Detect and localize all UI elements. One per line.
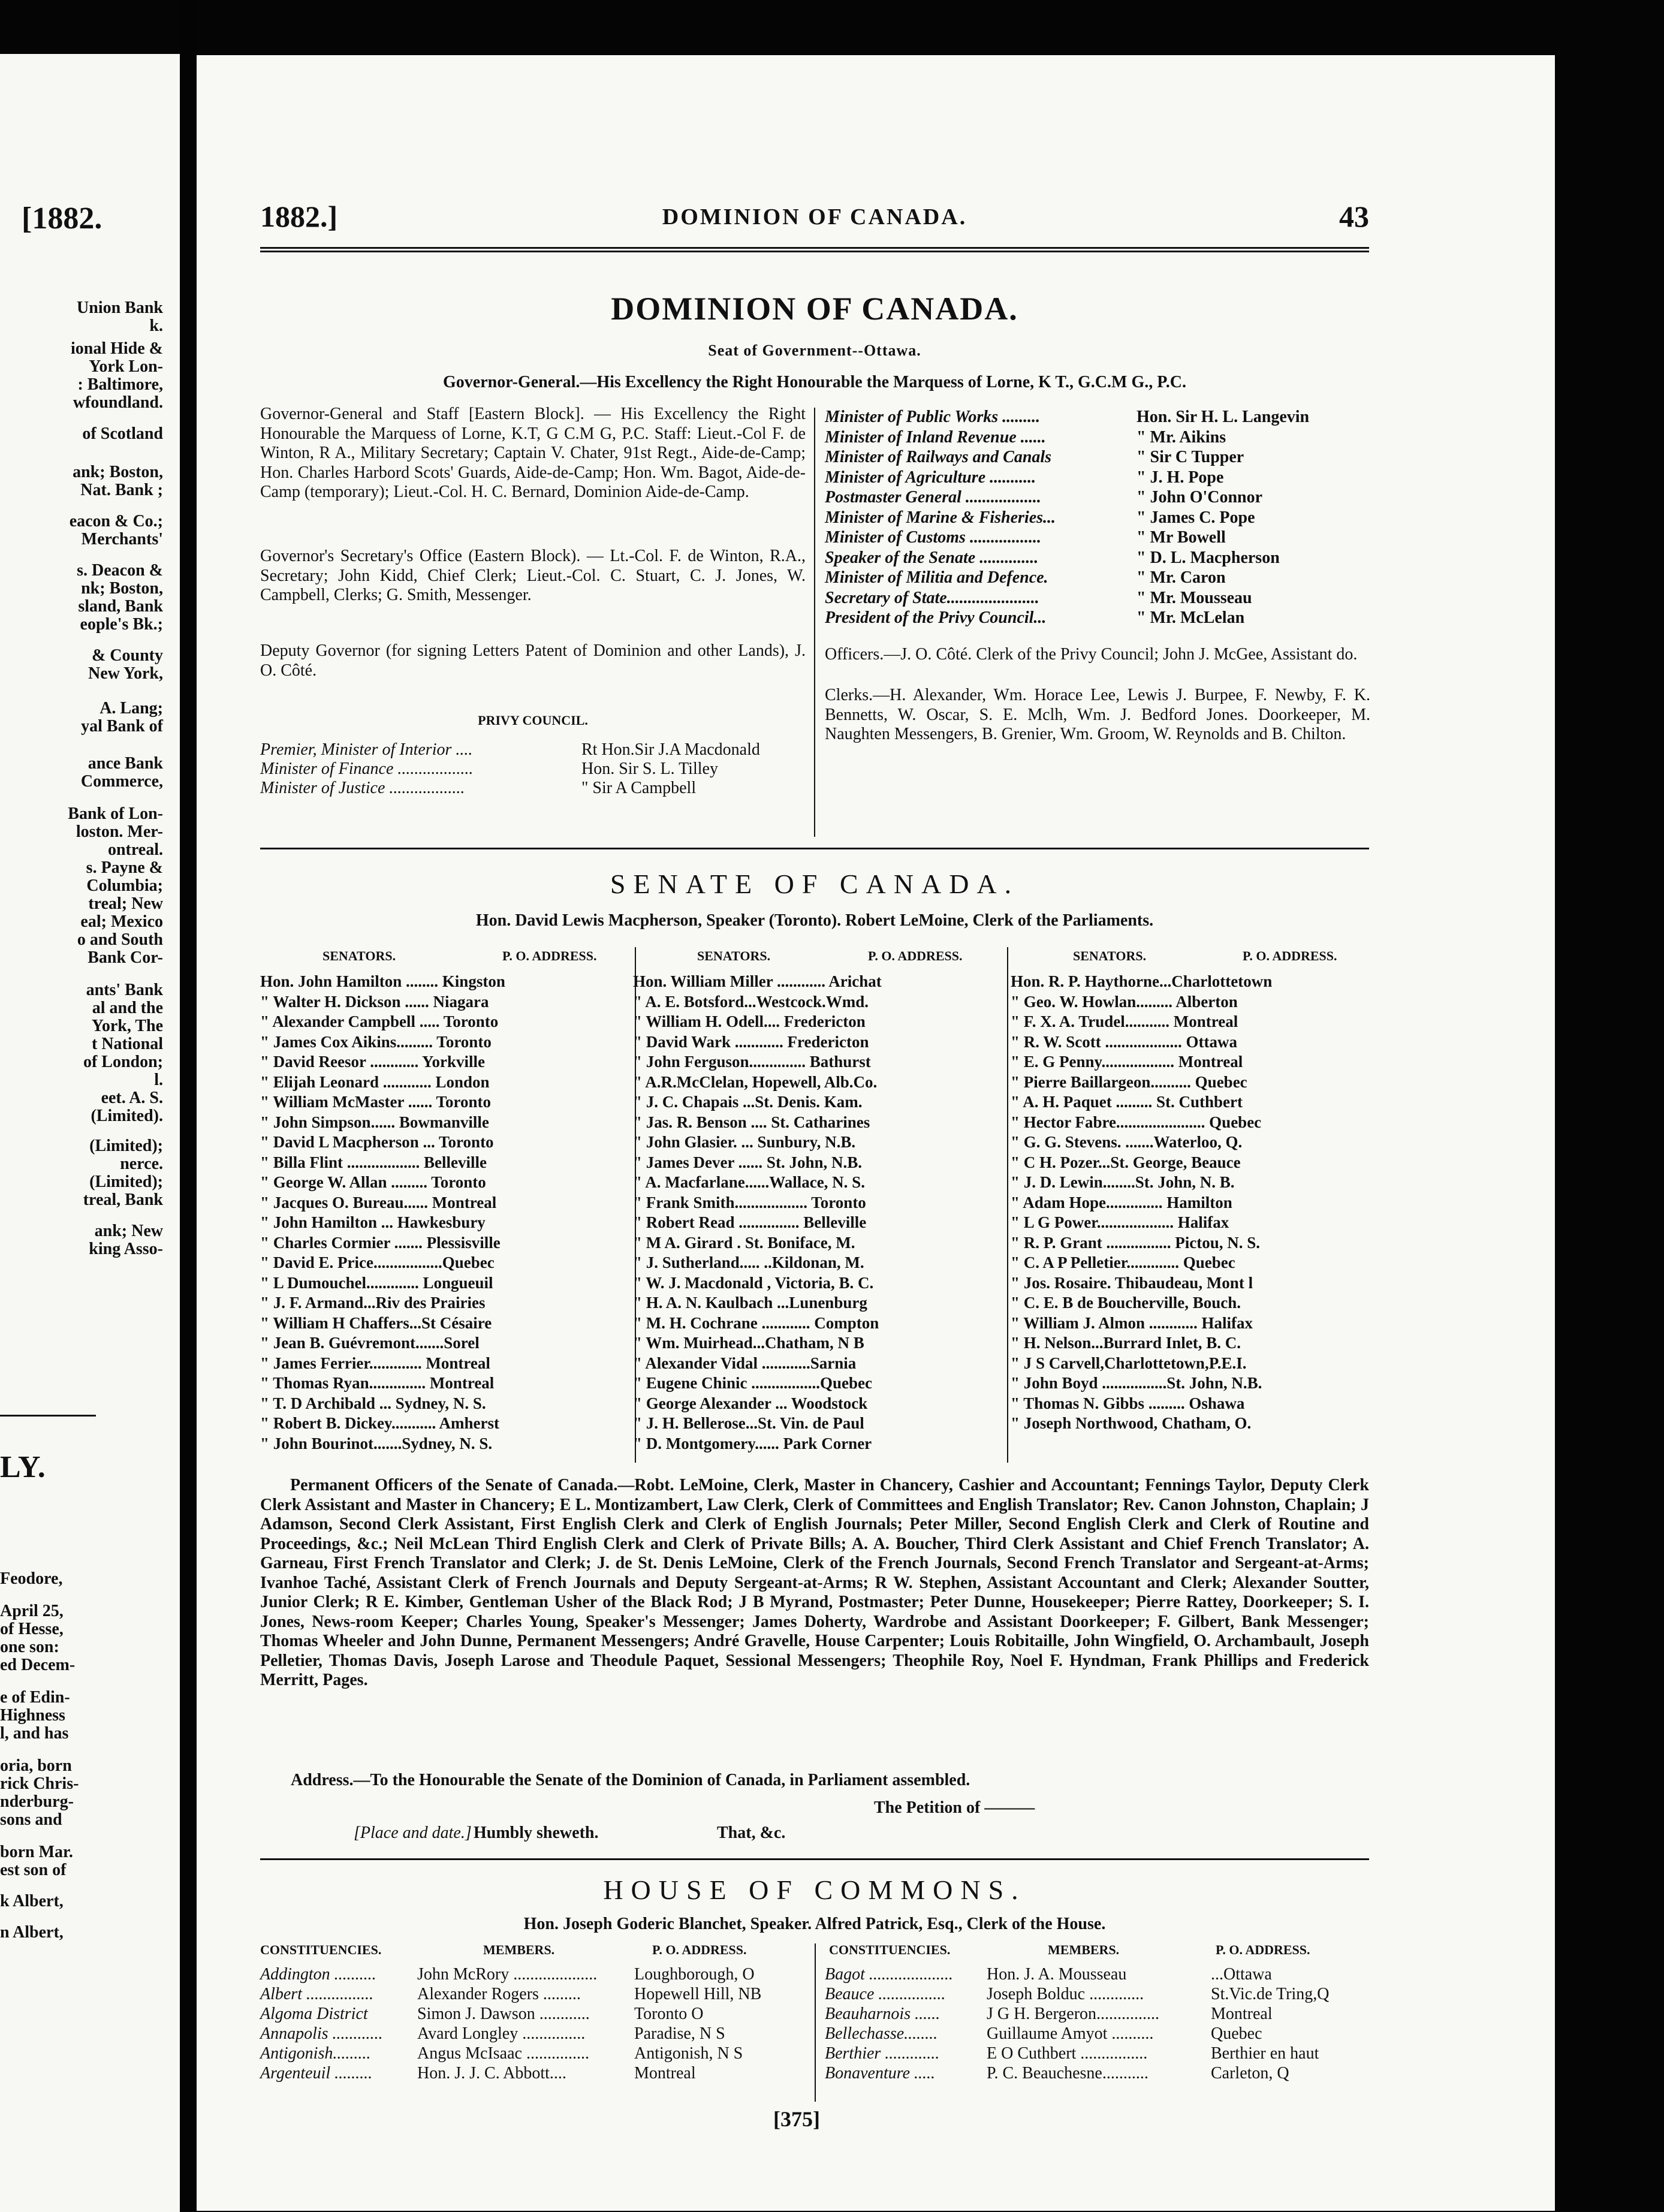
running-header <box>260 199 1369 241</box>
previous-page-line: Highness <box>0 1706 65 1725</box>
privy-council-office: Minister of Justice .................. <box>260 779 465 797</box>
senator-entry: " William H Chaffers...St Césaire <box>260 1313 492 1332</box>
senate-heading-senators: SENATORS. <box>322 948 396 963</box>
senator-entry: " Geo. W. Howlan......... Alberton <box>1011 992 1238 1011</box>
senator-entry: " John Glasier. ... Sunbury, N.B. <box>633 1133 856 1151</box>
page-number: 43 <box>1339 200 1369 233</box>
deputy-governor: Deputy Governor (for signing Letters Patent of Dominion and other Lands), J. O. Côté. <box>260 641 806 680</box>
previous-page-line: (Limited); <box>89 1173 163 1191</box>
senator-entry: " R. W. Scott ................... Ottawa <box>1011 1032 1237 1051</box>
constituency: Albert ................ <box>260 1985 373 2003</box>
member-address: Montreal <box>634 2064 696 2083</box>
senator-entry: " Alexander Vidal ............Sarnia <box>633 1354 857 1372</box>
previous-page-line: king Asso- <box>89 1240 163 1258</box>
senator-entry: " Hector Fabre...................... Quebec <box>1011 1113 1262 1131</box>
constituency: Argenteuil ......... <box>260 2064 373 2083</box>
previous-page-line: York Lon- <box>89 357 163 376</box>
member: Angus McIsaac ............... <box>417 2044 589 2063</box>
senator-entry: " Robert B. Dickey........... Amherst <box>260 1414 499 1432</box>
senator-entry: " C H. Pozer...St. George, Beauce <box>1011 1153 1241 1171</box>
senator-entry: " J. C. Chapais ...St. Denis. Kam. <box>633 1093 863 1111</box>
previous-page-line: April 25, <box>0 1602 64 1620</box>
commons-heading-members: MEMBERS. <box>483 1942 555 1957</box>
previous-page-line: l. <box>154 1071 163 1089</box>
senate-heading-senators: SENATORS. <box>1073 948 1147 963</box>
senator-entry: " John Ferguson.............. Bathurst <box>633 1053 871 1071</box>
minister-name: " Mr Bowell <box>1137 528 1226 547</box>
constituency: Algoma District <box>260 2005 368 2023</box>
minister-office: Postmaster General .................. <box>825 488 1041 507</box>
minister-office: Speaker of the Senate .............. <box>825 548 1039 567</box>
previous-page-line: al and the <box>92 999 163 1017</box>
previous-page-line: Bank of Lon- <box>68 804 163 823</box>
previous-page-line: n Albert, <box>0 1923 64 1942</box>
previous-page-header: [1882. <box>22 201 103 236</box>
officers: Officers.—J. O. Côté. Clerk of the Privy Council; John J. McGee, Assistant do. <box>825 645 1358 664</box>
senator-entry: " Robert Read ............... Belleville <box>633 1213 867 1231</box>
governor-general-line: Governor-General.—His Excellency the Right Honourable the Marquess of Lorne, K T., G.C.M G., P.C. <box>443 373 1186 391</box>
member: J G H. Bergeron............... <box>987 2005 1160 2023</box>
book-gutter <box>180 0 197 2211</box>
member-address: Toronto O <box>634 2005 704 2023</box>
senator-entry: " H. Nelson...Burrard Inlet, B. C. <box>1011 1334 1241 1352</box>
senator-entry: " William McMaster ...... Toronto <box>260 1093 491 1111</box>
minister-name: Hon. Sir H. L. Langevin <box>1137 408 1310 426</box>
senator-entry: " George Alexander ... Woodstock <box>633 1394 868 1412</box>
senator-entry: " C. E. B de Boucherville, Bouch. <box>1011 1294 1241 1312</box>
previous-page-line: s. Payne & <box>86 858 163 877</box>
clerks: Clerks.—H. Alexander, Wm. Horace Lee, Lewis J. Burpee, F. Newby, F. K. Bennetts, W. Oscar, S. E. Mclh, Wm. J. Bedford Jones. Doorkeeper, M. Naughten Messengers, B. Grenier, Wm. Groom, W. Reynolds and B. Chilton. <box>825 686 1370 743</box>
permanent-officers: Permanent Officers of the Senate of Canada.—Robt. LeMoine, Clerk, Master in Chancery, Cashier and Accountant; Fennings Taylor, Deputy Clerk Clerk Assistant and Master in Chancery; E L. Montizambert, Law Clerk, Clerk of Committees and English Translator; Rev. Canon Johnston, Chaplain; J Adamson, Second Clerk Assistant, First English Clerk and Clerk of English Journals; Peter Miller, Second English Clerk and Clerk of Routine and Proceedings, &c.; Neil McLean Third English Clerk and Clerk of Private Bills; A. A. Boucher, Third Clerk Assistant and Chief French Translator; A. Garneau, First French Translator and Clerk; J. de St. Denis LeMoine, Clerk of the French Journals, Second French Translator and Sergeant-at-Arms; Ivanhoe Taché, Assistant Clerk of French Journals and Deputy Sergeant-at-Arms; R W. Stephen, Assistant Accountant and Clerk; Alexander Soutter, Junior Clerk; R E. Kimber, Gentleman Usher of the Black Rod; J B Myrand, Postmaster; Peter Dunne, Housekeeper; Pierre Rattey, Doorkeeper; S. I. Jones, News-room Keeper; Charles Young, Speaker's Messenger; James Doherty, Wardrobe and Assistant Doorkeeper; F. Gilbert, Bank Messenger; Thomas Wheeler and John Dunne, Permanent Messengers; André Gravelle, House Carpenter; Louis Robitaille, John Wingfield, O. Archambault, Joseph Pelletier, Thomas Davis, Joseph Larose and Theodule Paquet, Sessional Messengers; Theophile Roy, Noel F. Hyndman, Frank Phillips and Frederick Merritt, Pages. <box>260 1476 1369 1689</box>
commons-heading-constituencies: CONSTITUENCIES. <box>260 1942 382 1957</box>
senator-entry: " James Dever ...... St. John, N.B. <box>633 1153 862 1171</box>
senator-entry: Hon. William Miller ............ Arichat <box>633 972 882 990</box>
minister-office: Minister of Inland Revenue ...... <box>825 427 1046 447</box>
senator-entry: " C. A P Pelletier............. Quebec <box>1011 1253 1235 1271</box>
senator-entry: " R. P. Grant ................ Pictou, N. S. <box>1011 1233 1260 1252</box>
senator-entry: " John Boyd ................St. John, N.B. <box>1011 1374 1262 1392</box>
petition-line: The Petition of ——— <box>874 1798 1035 1817</box>
constituency: Beauharnois ...... <box>825 2005 940 2023</box>
senator-entry: " Jas. R. Benson .... St. Catharines <box>633 1113 870 1131</box>
previous-page-line: Feodore, <box>0 1569 63 1588</box>
previous-page-line: of Scotland <box>82 424 163 443</box>
senator-entry: " A. Macfarlane......Wallace, N. S. <box>633 1173 865 1191</box>
commons-divider <box>815 1943 816 2102</box>
member-address: Paradise, N S <box>634 2024 725 2043</box>
senate-divider-1 <box>635 947 636 1463</box>
member: E O Cuthbert ................ <box>987 2044 1148 2063</box>
senator-entry: " Pierre Baillargeon.......... Quebec <box>1011 1072 1247 1091</box>
previous-page-line: ants' Bank <box>86 981 163 999</box>
header-rule-2 <box>260 251 1369 252</box>
previous-page-line: one son: <box>0 1638 59 1656</box>
member: Hon. J. A. Mousseau <box>987 1965 1127 1984</box>
minister-name: " J. H. Pope <box>1137 468 1224 487</box>
previous-page-line: Columbia; <box>86 876 163 895</box>
constituency: Berthier ............. <box>825 2044 940 2063</box>
senate-speaker-line: Hon. David Lewis Macpherson, Speaker (Toronto). Robert LeMoine, Clerk of the Parliaments. <box>475 911 1154 930</box>
senator-entry: " A. E. Botsford...Westcock.Wmd. <box>633 992 869 1011</box>
senator-entry: " Jos. Rosaire. Thibaudeau, Mont l <box>1011 1273 1253 1292</box>
previous-page-line: (Limited). <box>91 1107 163 1125</box>
commons-speaker-line: Hon. Joseph Goderic Blanchet, Speaker. Alfred Patrick, Esq., Clerk of the House. <box>523 1915 1106 1933</box>
previous-page-line: est son of <box>0 1861 67 1879</box>
previous-page-line: eacon & Co.; <box>69 512 163 531</box>
previous-page-line: & County <box>91 646 163 665</box>
senator-entry: " Frank Smith.................. Toronto <box>633 1193 866 1212</box>
constituency: Addington .......... <box>260 1965 376 1984</box>
member-address: Hopewell Hill, NB <box>634 1985 762 2003</box>
previous-page-line: sons and <box>0 1810 62 1829</box>
senate-heading-address: P. O. ADDRESS. <box>1243 948 1337 963</box>
senate-address: Address.—To the Honourable the Senate of the Dominion of Canada, in Parliament assembled. <box>291 1771 970 1789</box>
previous-page-rule <box>0 1415 96 1417</box>
commons-title: HOUSE OF COMMONS. <box>603 1875 1026 1905</box>
previous-page-line: oria, born <box>0 1756 72 1775</box>
commons-heading-constituencies: CONSTITUENCIES. <box>829 1942 951 1957</box>
member: Guillaume Amyot .......... <box>987 2024 1154 2043</box>
previous-page-line: k. <box>149 317 163 335</box>
senator-entry: " Wm. Muirhead...Chatham, N B <box>633 1334 864 1352</box>
minister-name: " Mr. Caron <box>1137 568 1226 587</box>
senator-entry: " L Dumouchel............. Longueuil <box>260 1273 493 1292</box>
minister-name: " John O'Connor <box>1137 488 1263 507</box>
member: Joseph Bolduc ............. <box>987 1985 1144 2003</box>
minister-name: " Mr. McLelan <box>1137 608 1245 627</box>
previous-page-line: s. Deacon & <box>77 561 163 580</box>
minister-name: " Mr. Aikins <box>1137 427 1226 447</box>
minister-office: Minister of Public Works ......... <box>825 408 1041 426</box>
senate-title: SENATE OF CANADA. <box>610 869 1020 899</box>
senator-entry: " D. Montgomery...... Park Corner <box>633 1434 872 1452</box>
header-title: DOMINION OF CANADA. <box>662 204 967 230</box>
senator-entry: " John Hamilton ... Hawkesbury <box>260 1213 486 1231</box>
senator-entry: " Thomas N. Gibbs ......... Oshawa <box>1011 1394 1245 1412</box>
previous-page-line: born Mar. <box>0 1843 73 1861</box>
privy-council-member: " Sir A Campbell <box>581 779 697 797</box>
senator-entry: " Alexander Campbell ..... Toronto <box>260 1012 499 1030</box>
governors-secretary-office: Governor's Secretary's Office (Eastern Block). — Lt.-Col. F. de Winton, R.A., Secretary; John Kidd, Chief Clerk; Lieut.-Col. C. Stuart, C. J. Jones, W. Campbell, Clerks; G. Smith, Messenger. <box>260 547 806 604</box>
commons-heading-address: P. O. ADDRESS. <box>652 1942 747 1957</box>
privy-council-member: Rt Hon.Sir J.A Macdonald <box>581 740 760 759</box>
previous-page-line: Union Bank <box>77 299 163 317</box>
commons-rule <box>260 1858 1369 1860</box>
minister-office: Secretary of State...................... <box>825 588 1039 607</box>
member-address: Antigonish, N S <box>634 2044 743 2063</box>
privy-council-office: Minister of Finance .................. <box>260 760 474 778</box>
minister-office: Minister of Railways and Canals <box>825 448 1052 466</box>
senator-entry: " James Ferrier............. Montreal <box>260 1354 490 1372</box>
senator-entry: " George W. Allan ......... Toronto <box>260 1173 486 1191</box>
senator-entry: " Jean B. Guévremont.......Sorel <box>260 1334 480 1352</box>
senate-heading-address: P. O. ADDRESS. <box>502 948 597 963</box>
previous-page-line: of Hesse, <box>0 1620 64 1638</box>
previous-page-line: e of Edin- <box>0 1688 70 1707</box>
constituency: Annapolis ............ <box>260 2024 383 2043</box>
previous-page-line: eople's Bk.; <box>80 615 163 634</box>
previous-page-line: Commerce, <box>80 772 163 791</box>
previous-page-line: Nat. Bank ; <box>80 481 163 499</box>
member: Simon J. Dawson ............ <box>417 2005 590 2023</box>
senator-entry: " J. Sutherland..... ..Kildonan, M. <box>633 1253 864 1271</box>
governor-general-staff: Governor-General and Staff [Eastern Block]. — His Excellency the Right Honourable the Marquess of Lorne, K.T, G C.M G, P.C. Staff: Lieut.-Col F. de Winton, R A., Military Secretary; Captain V. Chater, 91st Regt., Aide-de-Camp; Hon. Charles Harbord Scots' Guards, Aide-de-Camp; Hon. Wm. Bagot, Aide-de-Camp (temporary); Lieut.-Col. H. C. Bernard, Dominion Aide-de-Camp. <box>260 405 806 501</box>
senator-entry: " Adam Hope.............. Hamilton <box>1011 1193 1232 1212</box>
member-address: ...Ottawa <box>1211 1965 1272 1984</box>
member-address: Carleton, Q <box>1211 2064 1289 2083</box>
minister-office: President of the Privy Council... <box>825 608 1047 627</box>
previous-page-line: treal; New <box>88 894 163 913</box>
senator-entry: " Jacques O. Bureau...... Montreal <box>260 1193 497 1212</box>
folio: [375] <box>773 2107 820 2131</box>
senator-entry: " J. D. Lewin........St. John, N. B. <box>1011 1173 1235 1191</box>
previous-page-line: yal Bank of <box>81 717 163 736</box>
previous-page-line: New York, <box>88 664 163 683</box>
minister-name: " Sir C Tupper <box>1137 448 1244 466</box>
senator-entry: " Elijah Leonard ............ London <box>260 1072 490 1091</box>
privy-council-office: Premier, Minister of Interior .... <box>260 740 473 759</box>
senator-entry: " John Simpson...... Bowmanville <box>260 1113 489 1131</box>
previous-page-line: eet. A. S. <box>101 1089 163 1107</box>
member-address: Loughborough, O <box>634 1965 755 1984</box>
senator-entry: " F. X. A. Trudel........... Montreal <box>1011 1012 1238 1030</box>
senator-entry: " L G Power................... Halifax <box>1011 1213 1229 1231</box>
senator-entry: " G. G. Stevens. .......Waterloo, Q. <box>1011 1133 1243 1151</box>
header-year: 1882.] <box>260 200 338 233</box>
seat-of-government: Seat of Government--Ottawa. <box>708 342 921 359</box>
senator-entry: " M. H. Cochrane ............ Compton <box>633 1313 879 1332</box>
member-address: Quebec <box>1211 2024 1262 2043</box>
senator-entry: " William H. Odell.... Fredericton <box>633 1012 866 1030</box>
minister-name: " Mr. Mousseau <box>1137 588 1252 607</box>
senator-entry: " David L Macpherson ... Toronto <box>260 1133 494 1151</box>
previous-page-line: treal, Bank <box>83 1191 163 1209</box>
previous-page-line: wfoundland. <box>73 393 163 412</box>
senator-entry: " Thomas Ryan.............. Montreal <box>260 1374 495 1392</box>
member: John McRory .................... <box>417 1965 598 1984</box>
member-address: St.Vic.de Tring,Q <box>1211 1985 1330 2003</box>
senator-entry: Hon. R. P. Haythorne...Charlottetown <box>1011 972 1273 990</box>
senator-entry: " Eugene Chinic .................Quebec <box>633 1374 873 1392</box>
previous-page-line: l, and has <box>0 1724 69 1743</box>
member: Avard Longley ............... <box>417 2024 586 2043</box>
senator-entry: " David Reesor ............ Yorkville <box>260 1053 485 1071</box>
place-and-date: [Place and date.] <box>354 1824 472 1842</box>
senator-entry: Hon. John Hamilton ........ Kingston <box>260 972 505 990</box>
senator-entry: " David E. Price.................Quebec <box>260 1253 495 1271</box>
senator-entry: " A. H. Paquet ......... St. Cuthbert <box>1011 1093 1243 1111</box>
commons-heading-members: MEMBERS. <box>1048 1942 1120 1957</box>
previous-page-line: ank; New <box>94 1222 163 1240</box>
previous-page-line: nk; Boston, <box>81 579 163 598</box>
previous-page-line: Bank Cor- <box>88 948 163 967</box>
member-address: Berthier en haut <box>1211 2044 1319 2063</box>
previous-page-line: sland, Bank <box>78 597 163 616</box>
minister-name: " D. L. Macpherson <box>1137 548 1280 567</box>
constituency: Beauce ................ <box>825 1985 946 2003</box>
previous-page-line: nerce. <box>120 1155 163 1173</box>
previous-page-line: ed Decem- <box>0 1656 76 1674</box>
senator-entry: " A.R.McClelan, Hopewell, Alb.Co. <box>633 1072 878 1091</box>
previous-page <box>0 54 180 2212</box>
previous-page-section-title: LY. <box>0 1450 46 1484</box>
previous-page-line: k Albert, <box>0 1892 64 1910</box>
previous-page-line: Merchants' <box>81 530 163 549</box>
main-title: DOMINION OF CANADA. <box>611 291 1018 327</box>
previous-page-line: (Limited); <box>89 1137 163 1155</box>
senator-entry: " H. A. N. Kaulbach ...Lunenburg <box>633 1294 867 1312</box>
previous-page-line: ional Hide & <box>70 339 163 358</box>
minister-office: Minister of Agriculture ........... <box>825 468 1036 487</box>
senator-entry: " James Cox Aikins......... Toronto <box>260 1032 492 1051</box>
privy-council-heading: PRIVY COUNCIL. <box>478 713 588 728</box>
senator-entry: " Charles Cormier ....... Plessisville <box>260 1233 501 1252</box>
minister-office: Minister of Militia and Defence. <box>825 568 1048 587</box>
minister-office: Minister of Customs ................. <box>825 528 1041 547</box>
member: P. C. Beauchesne........... <box>987 2064 1148 2083</box>
humbly-sheweth: Humbly sheweth. <box>474 1824 599 1842</box>
previous-page-line: of London; <box>83 1053 163 1071</box>
senator-entry: " T. D Archibald ... Sydney, N. S. <box>260 1394 486 1412</box>
previous-page-line: ance Bank <box>88 754 163 773</box>
commons-heading-address: P. O. ADDRESS. <box>1216 1942 1310 1957</box>
senate-heading-address: P. O. ADDRESS. <box>868 948 963 963</box>
previous-page-line: ontreal. <box>107 840 163 859</box>
minister-office: Minister of Marine & Fisheries... <box>825 508 1056 527</box>
previous-page-line: loston. Mer- <box>76 822 163 841</box>
member-address: Montreal <box>1211 2005 1273 2023</box>
privy-council-member: Hon. Sir S. L. Tilley <box>581 760 718 778</box>
senate-divider-2 <box>1007 947 1008 1463</box>
previous-page-line: eal; Mexico <box>80 912 163 931</box>
senator-entry: " John Bourinot.......Sydney, N. S. <box>260 1434 493 1452</box>
previous-page-line: rick Chris- <box>0 1774 79 1793</box>
senate-heading-senators: SENATORS. <box>697 948 771 963</box>
constituency: Bonaventure ..... <box>825 2064 936 2083</box>
constituency: Antigonish......... <box>260 2044 371 2063</box>
previous-page-line: York, The <box>91 1017 163 1035</box>
previous-page-line: A. Lang; <box>100 699 163 718</box>
senator-entry: " J. H. Bellerose...St. Vin. de Paul <box>633 1414 864 1432</box>
constituency: Bellechasse........ <box>825 2024 938 2043</box>
senator-entry: " Billa Flint .................. Belleville <box>260 1153 487 1171</box>
minister-name: " James C. Pope <box>1137 508 1255 527</box>
previous-page-line: nderburg- <box>0 1792 74 1811</box>
senator-entry: " E. G Penny.................. Montreal <box>1011 1053 1243 1071</box>
senator-entry: " Walter H. Dickson ...... Niagara <box>260 992 489 1011</box>
that-etc: That, &c. <box>717 1824 786 1842</box>
previous-page-line: o and South <box>77 930 163 949</box>
header-rule <box>260 247 1369 249</box>
senator-entry: " J S Carvell,Charlottetown,P.E.I. <box>1011 1354 1247 1372</box>
page <box>197 55 1555 2211</box>
section-rule <box>260 848 1369 849</box>
senator-entry: " J. F. Armand...Riv des Prairies <box>260 1294 486 1312</box>
previous-page-line: t National <box>92 1035 163 1053</box>
senator-entry: " M A. Girard . St. Boniface, M. <box>633 1233 855 1252</box>
senator-entry: " William J. Almon ............ Halifax <box>1011 1313 1253 1332</box>
previous-page-line: : Baltimore, <box>77 375 163 394</box>
senator-entry: " Joseph Northwood, Chatham, O. <box>1011 1414 1252 1432</box>
previous-page-line: ank; Boston, <box>73 463 163 481</box>
column-divider <box>814 408 815 837</box>
senator-entry: " W. J. Macdonald , Victoria, B. C. <box>633 1273 874 1292</box>
senator-entry: " David Wark ............ Fredericton <box>633 1032 869 1051</box>
member: Alexander Rogers ......... <box>417 1985 581 2003</box>
constituency: Bagot .................... <box>825 1965 953 1984</box>
member: Hon. J. J. C. Abbott.... <box>417 2064 566 2083</box>
